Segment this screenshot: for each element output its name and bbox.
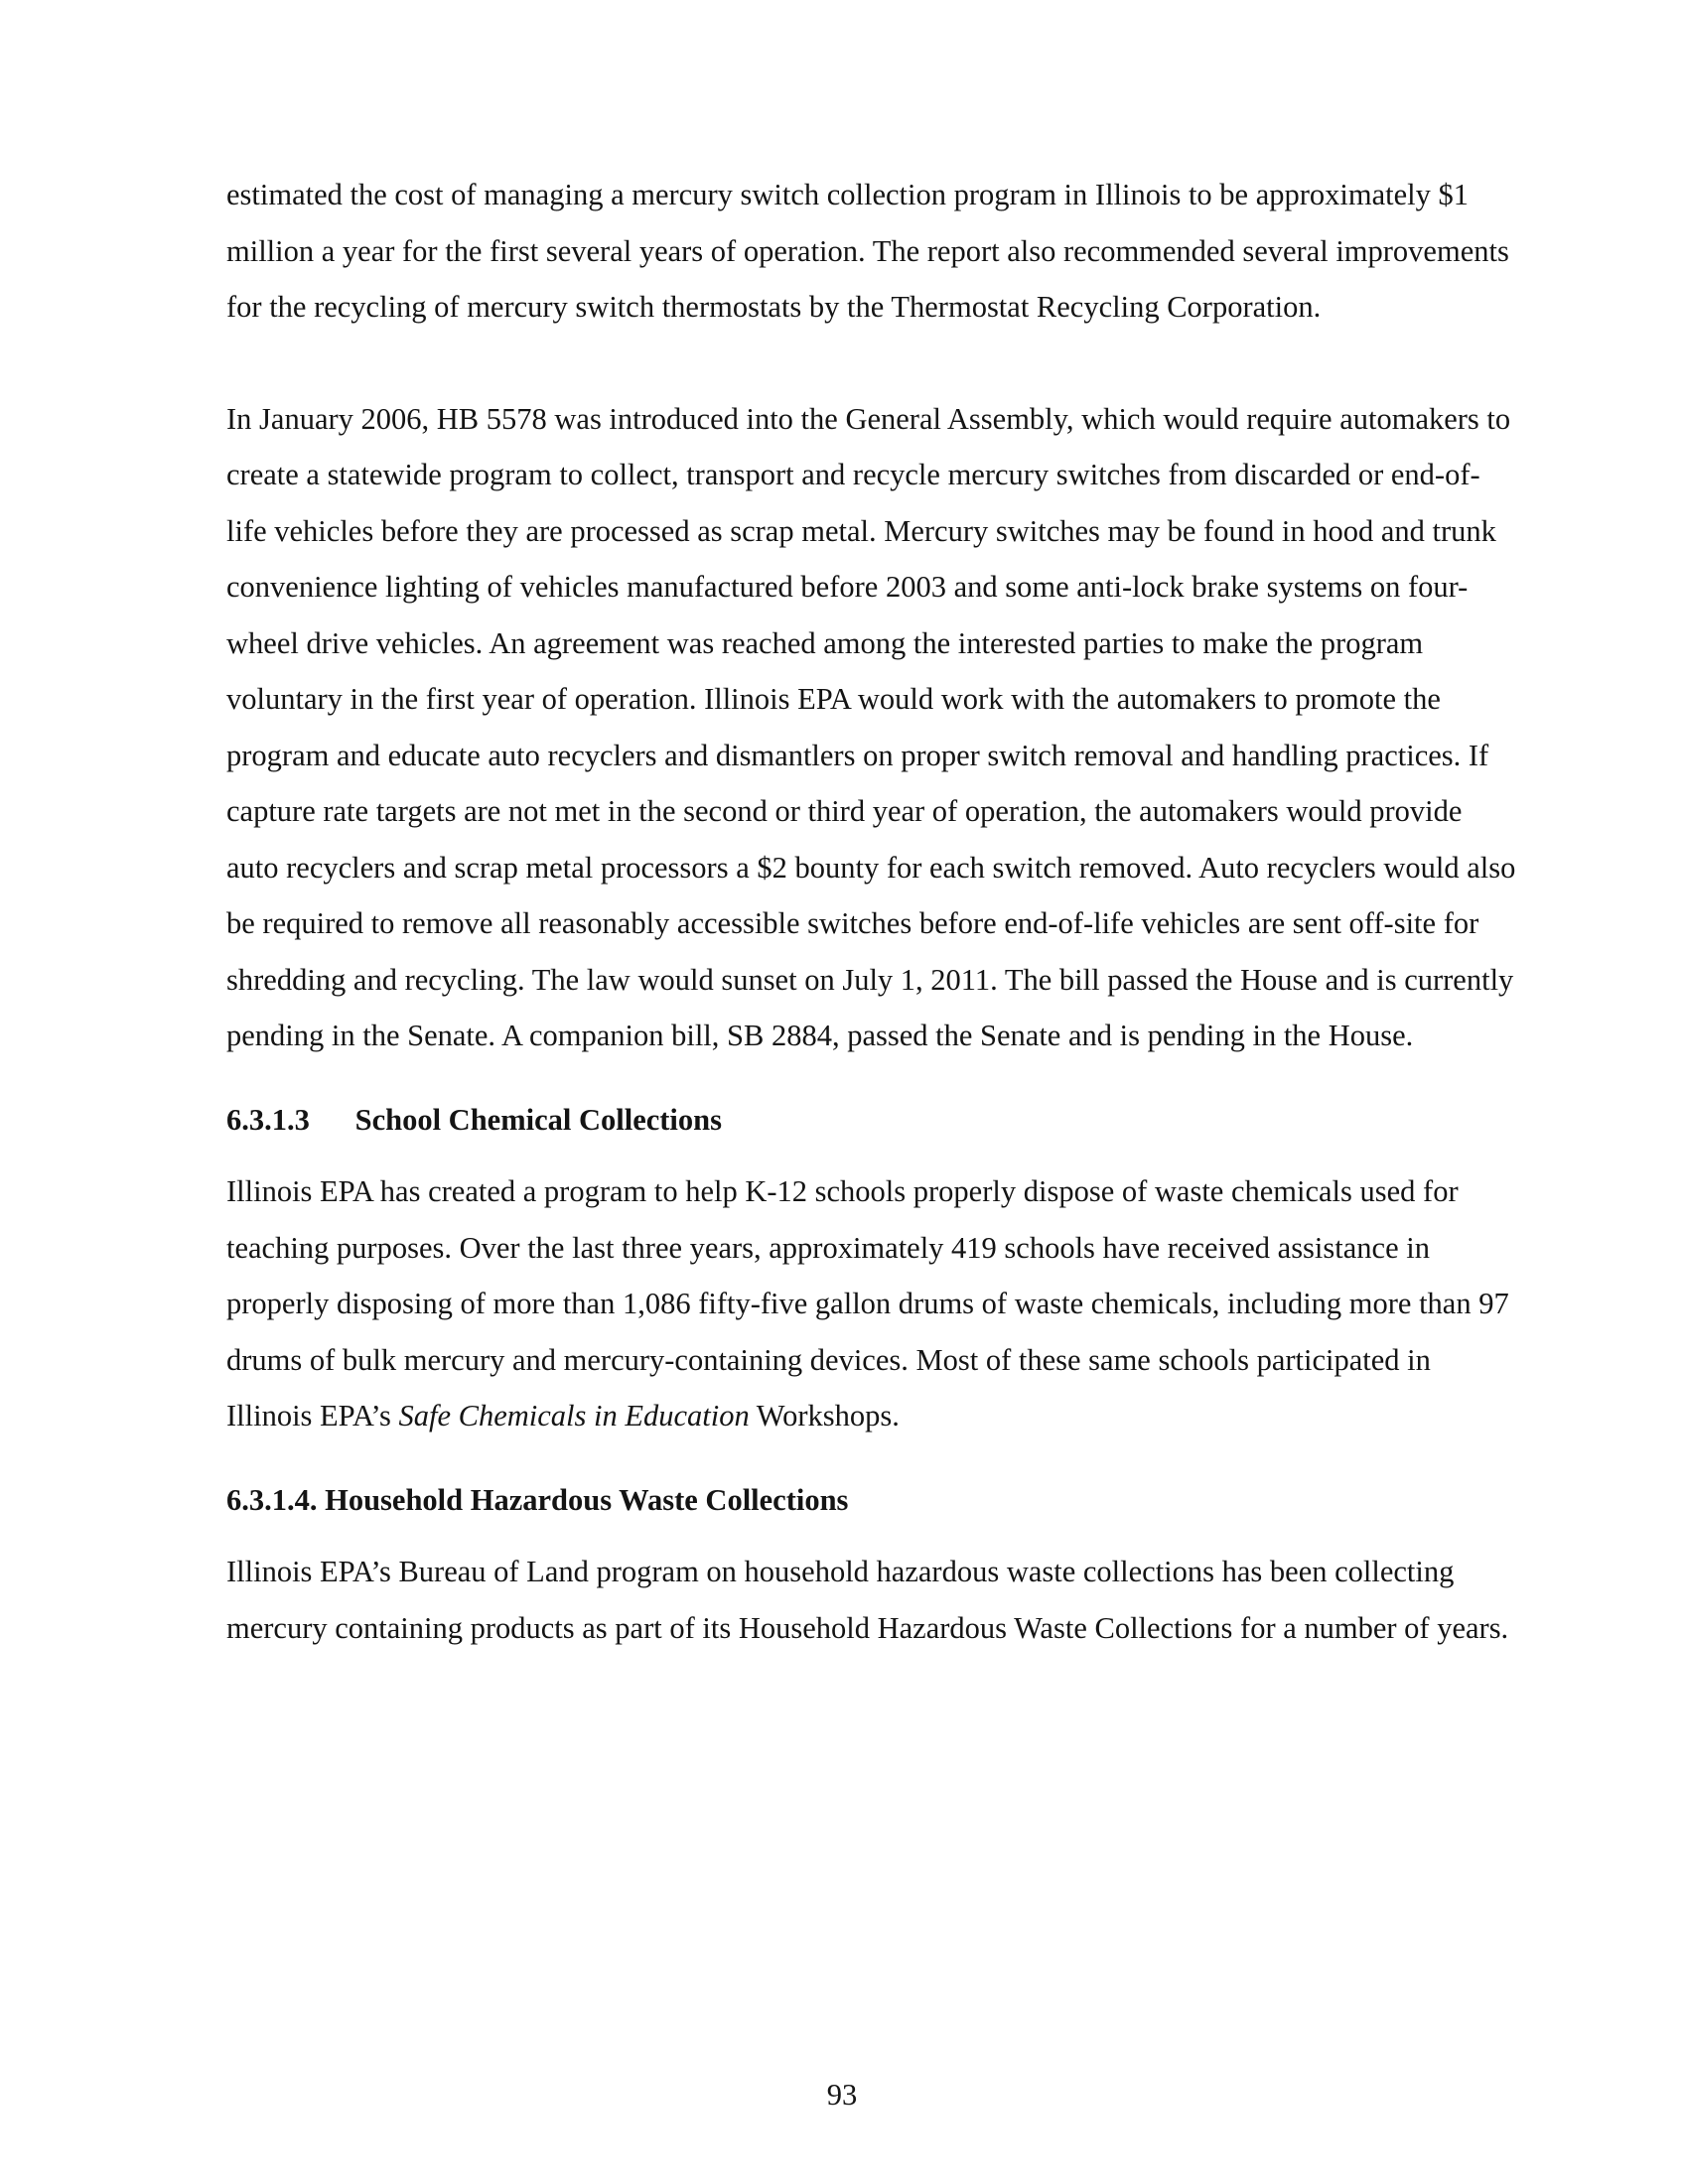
section-title: School Chemical Collections bbox=[354, 1102, 722, 1137]
section-heading-school-chemical-collections bbox=[226, 1092, 1517, 1149]
section-number: 6.3.1.4. bbox=[226, 1482, 318, 1517]
paragraph-mercury-switch-cost: estimated the cost of managing a mercury switch collection program in Illinois to be approximately $1 million a year for the first several years of operation. The report also recommended several improvements for the recycling of mercury switch thermostats by the Thermostat Recycling Corporation. bbox=[226, 178, 1509, 324]
paragraph-text: Illinois EPA has created a program to help K-12 schools properly dispose of waste chemicals used for teaching purposes. Over the last three years, approximately 419 schools have received assistance in properly disposing of more than 1,086 fifty-five gallon drums of waste chemicals, including more than 97 drums of bulk mercury and mercury-containing devices. Most of these same schools participated in Illinois EPA’s bbox=[226, 1174, 1509, 1433]
page-number: 93 bbox=[826, 2078, 858, 2112]
section-title: Household Hazardous Waste Collections bbox=[325, 1482, 849, 1517]
section-number: 6.3.1.3 bbox=[226, 1102, 310, 1137]
section-heading-household-hazardous-waste bbox=[226, 1472, 1517, 1529]
document-body bbox=[226, 167, 1517, 1656]
paragraph-text-end: Workshops. bbox=[749, 1399, 900, 1433]
paragraph-household-hazardous-waste: Illinois EPA’s Bureau of Land program on household hazardous waste collections has been collecting mercury containing products as part of its Household Hazardous Waste Collections for a number of years. bbox=[226, 1555, 1509, 1645]
workshop-name-italic: Safe Chemicals in Education bbox=[398, 1399, 750, 1433]
paragraph-school-chemical-collections bbox=[226, 1163, 1517, 1444]
paragraph-hb-5578: In January 2006, HB 5578 was introduced into the General Assembly, which would require automakers to create a statewide program to collect, transport and recycle mercury switches from discarded or end-of-life vehicles before they are processed as scrap metal. Mercury switches may be found in hood and trunk convenience lighting of vehicles manufactured before 2003 and some anti-lock brake systems on four-wheel drive vehicles. An agreement was reached among the interested parties to make the program voluntary in the first year of operation. Illinois EPA would work with the automakers to promote the program and educate auto recyclers and dismantlers on proper switch removal and handling practices. If capture rate targets are not met in the second or third year of operation, the automakers would provide auto recyclers and scrap metal processors a $2 bounty for each switch removed. Auto recyclers would also be required to remove all reasonably accessible switches before end-of-life vehicles are sent off-site for shredding and recycling. The law would sunset on July 1, 2011. The bill passed the House and is currently pending in the Senate. A companion bill, SB 2884, passed the Senate and is pending in the House. bbox=[226, 401, 1516, 1052]
